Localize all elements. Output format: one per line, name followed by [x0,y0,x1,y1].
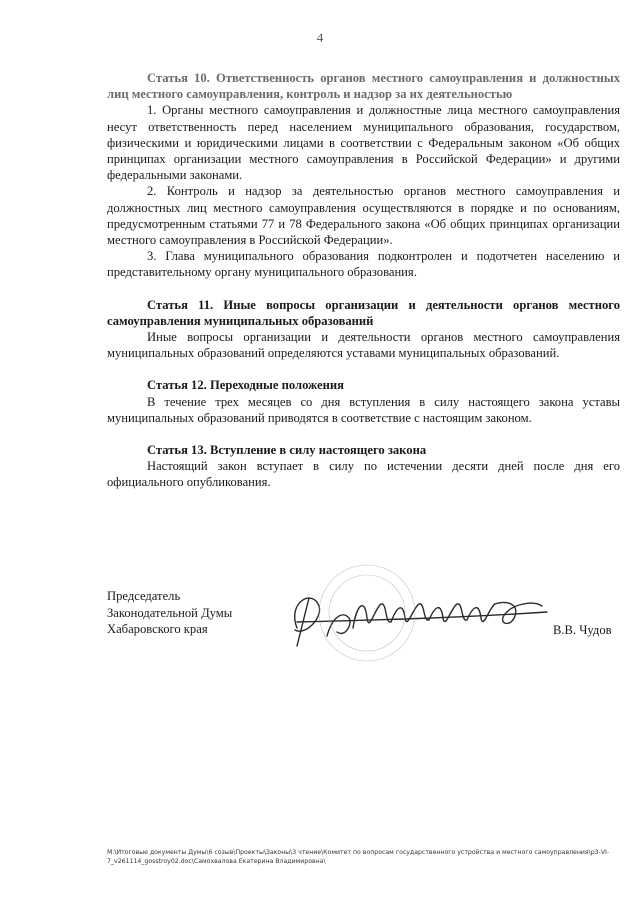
signatory-title-line-1: Председатель [107,589,181,603]
signatory-title-line-2: Законодательной Думы [107,605,233,620]
signatory-title-line-3: Хабаровского края [107,622,208,636]
article-13-paragraph-1: Настоящий закон вступает в силу по истечении десяти дней после дня его официального опубликования. [107,459,620,490]
article-13-title: Статья 13. Вступление в силу настоящего закона [147,443,427,458]
handwritten-signature [257,558,567,668]
article-10-paragraph-3: 3. Глава муниципального образования подконтролен и подотчетен населению и представительному органу муниципального образования. [107,249,620,280]
file-path-footer: M:\Итоговые документы Думы\6 созыв\Проекты\Законы\3 чтение\Комитет по вопросам государственного устройства и местного самоуправления\р3-VI-7_v261114_gosstroy02.doc\Самохвалова Екатерина Владимировна\ [107,849,610,865]
article-11-paragraph-1: Иные вопросы организации и деятельности органов местного самоуправления муниципальных образований определяются уставами муниципальных образований. [107,330,620,361]
article-12-title: Статья 12. Переходные положения [147,378,344,393]
page-number: 4 [316,30,324,45]
signatory-name: В.В. Чудов [553,623,612,637]
signature-block [107,588,627,648]
article-12-paragraph-1: В течение трех месяцев со дня вступления в силу настоящего закона уставы муниципальных образований приводятся в соответствие с настоящим законом. [107,394,620,425]
article-10-paragraph-2: 2. Контроль и надзор за деятельностью органов местного самоуправления и должностных лиц местного самоуправления осуществляются в порядке и по основаниям, предусмотренным статьями 77 и 78 Федерального закона «Об общих принципах организации местного самоуправления в Российской Федерации». [107,184,620,248]
article-11-title: Статья 11. Иные вопросы организации и деятельности органов местного самоуправления муниципальных образований [107,297,620,328]
article-10-title: Статья 10. Ответственность органов местного самоуправления и должностных лиц местного самоуправления, контроль и надзор за их деятельностью [107,71,620,102]
article-10-paragraph-1: 1. Органы местного самоуправления и должностные лица местного самоуправления несут ответственность перед населением муниципального образования, государством, физическими и юридическими лицами в соответствии с Федеральным законом «Об общих принципах организации местного самоуправления в Российской Федерации» и другими федеральными законами. [107,103,620,183]
document-body [107,70,620,491]
